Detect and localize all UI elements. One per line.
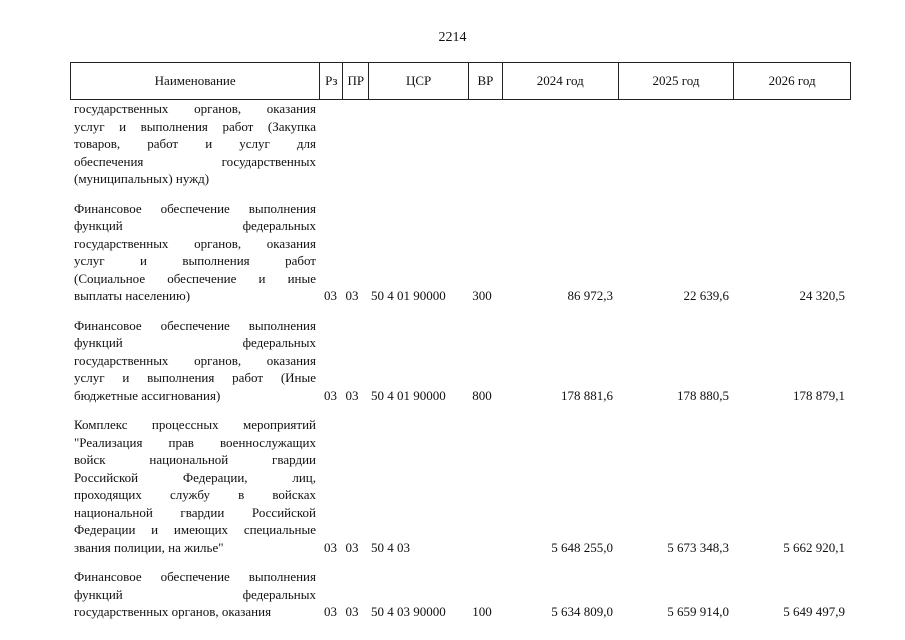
row-cell-csr: 50 4 03 (371, 539, 410, 555)
row-name-line: звания полиции, на жилье" (74, 539, 224, 555)
row-cell-rz: 03 (324, 387, 337, 403)
row-name-line: Российской Федерации, лиц, (74, 469, 316, 485)
row-name-line: бюджетные ассигнования) (74, 387, 221, 403)
row-cell-y2025: 5 673 348,3 (667, 539, 729, 555)
row-name (70, 100, 316, 188)
row-name-line: услуг и выполнения работ (Закупка (74, 118, 316, 134)
row-cell-y2024: 86 972,3 (567, 288, 613, 303)
row-name-line: национальной гвардии Российской (74, 504, 316, 520)
row-cell-pr: 03 (345, 288, 359, 303)
row-cell-vr: 300 (472, 288, 492, 303)
row-cell-pr: 03 (345, 387, 359, 403)
table-row (70, 200, 851, 305)
row-name-line: услуг и выполнения работ (74, 253, 316, 268)
row-cell-vr: 800 (472, 387, 492, 403)
row-name-line: государственных органов, оказания (74, 235, 316, 251)
column-header-csr: ЦСР (369, 63, 469, 99)
row-cell-rz: 03 (324, 539, 337, 555)
row-cell-pr: 03 (345, 604, 359, 619)
page-number: 2214 (438, 30, 467, 45)
row-cell-csr: 50 4 03 90000 (371, 604, 446, 619)
row-name-line: Финансовое обеспечение выполнения (74, 569, 316, 584)
column-header-name: Наименование (71, 63, 320, 99)
row-name-line: Финансовое обеспечение выполнения (74, 200, 316, 216)
row-cell-csr (365, 100, 465, 188)
row-cell-pr (339, 100, 365, 188)
row-cell-rz (316, 100, 339, 188)
row-cell-y2025 (615, 100, 731, 188)
row-name-line: функций федеральных (74, 335, 316, 350)
row-cell-rz: 03 (324, 288, 337, 303)
row-name-line: проходящих службу в войсках (74, 487, 316, 502)
table-row (70, 317, 851, 405)
row-name-line: государственных органов, оказания (74, 101, 316, 116)
table-row (70, 416, 851, 556)
row-name-line: (Социальное обеспечение и иные (74, 270, 316, 286)
row-cell-y2024: 178 881,6 (561, 387, 613, 403)
row-name-line: обеспечения государственных (74, 153, 316, 169)
row-name-line: (муниципальных) нужд) (74, 171, 210, 186)
row-cell-y2024: 5 634 809,0 (551, 604, 613, 619)
column-header-rz: Рз (320, 63, 343, 99)
row-cell-y2026: 178 879,1 (793, 387, 845, 403)
row-cell-vr (465, 100, 499, 188)
row-cell-y2024: 5 648 255,0 (551, 539, 613, 555)
row-name-line: Финансовое обеспечение выполнения (74, 317, 316, 333)
row-cell-y2025: 178 880,5 (677, 387, 729, 403)
row-name-line: услуг и выполнения работ (Иные (74, 370, 316, 385)
row-name-line: товаров, работ и услуг для (74, 136, 316, 151)
row-cell-y2025: 5 659 914,0 (667, 604, 729, 619)
row-name-line: государственных органов, оказания (74, 352, 316, 368)
row-name-line: Комплекс процессных мероприятий (74, 417, 316, 432)
column-header-vr: ВР (469, 63, 503, 99)
column-header-2026: 2026 год (768, 73, 816, 88)
row-name-line: выплаты населению) (74, 288, 191, 303)
row-name-line: функций федеральных (74, 586, 316, 602)
row-cell-y2026: 5 649 497,9 (783, 604, 845, 619)
row-cell-y2026: 5 662 920,1 (783, 539, 845, 555)
row-cell-rz: 03 (324, 604, 337, 619)
row-cell-y2026: 24 320,5 (799, 288, 845, 303)
row-name (70, 568, 316, 621)
row-cell-pr: 03 (345, 539, 359, 555)
row-name-line: Федерации и имеющих специальные (74, 522, 316, 537)
table-row (70, 568, 851, 621)
row-cell-y2024 (499, 100, 615, 188)
row-cell-y2026 (731, 100, 847, 188)
row-cell-csr: 50 4 01 90000 (371, 288, 446, 303)
row-name-line: государственных органов, оказания (74, 604, 272, 619)
row-cell-vr (465, 416, 499, 556)
row-name-line: "Реализация прав военнослужащих (74, 434, 316, 450)
table-header (70, 62, 851, 100)
row-name (70, 317, 316, 405)
row-cell-vr: 100 (472, 604, 492, 619)
column-header-2025: 2025 год (619, 63, 735, 99)
row-name-line: функций федеральных (74, 218, 316, 233)
table-row (70, 100, 851, 188)
table-body (70, 100, 851, 621)
column-header-pr: ПР (343, 63, 369, 99)
row-cell-y2025: 22 639,6 (683, 288, 729, 303)
row-name (70, 416, 316, 556)
row-name (70, 200, 316, 305)
row-name-line: войск национальной гвардии (74, 452, 316, 467)
column-header-2024: 2024 год (503, 63, 619, 99)
row-cell-csr: 50 4 01 90000 (371, 387, 446, 403)
